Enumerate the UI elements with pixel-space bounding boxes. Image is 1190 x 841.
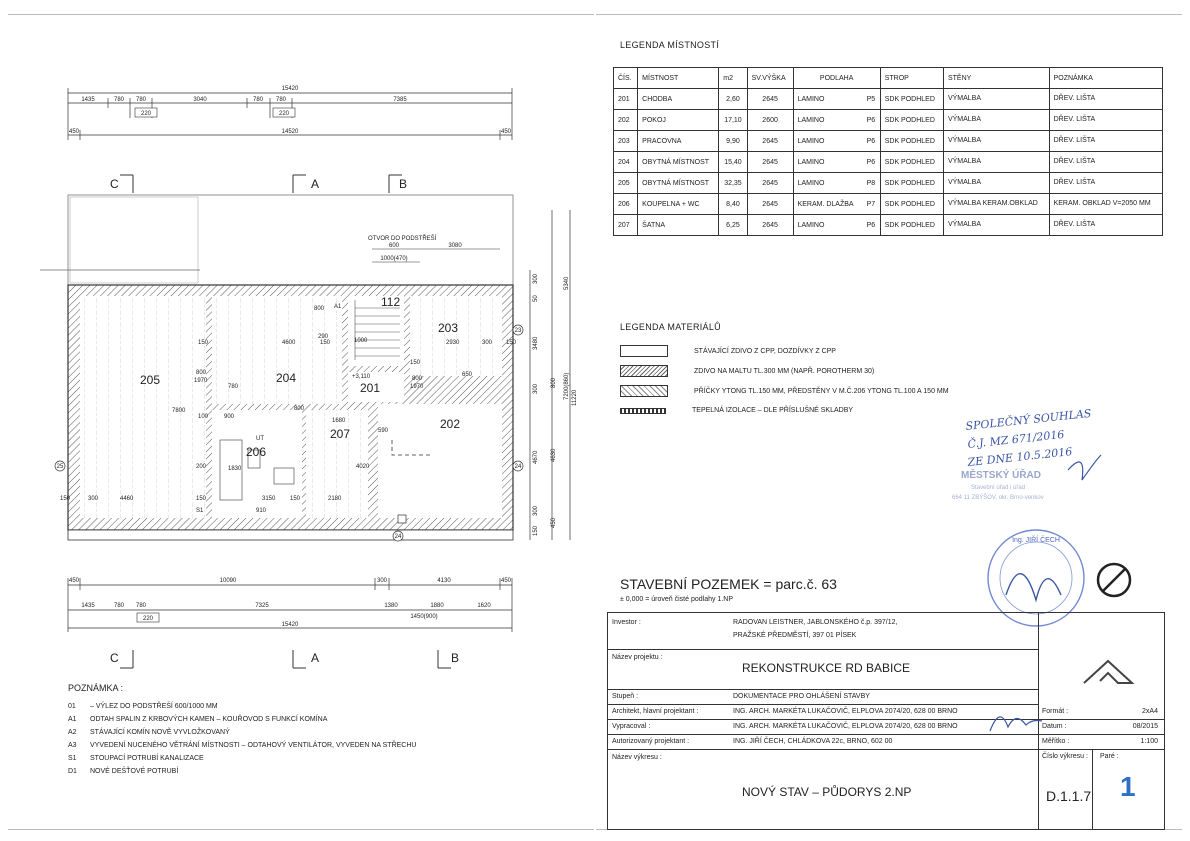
right-dim: 7200(860) [564, 372, 570, 400]
material-text: TEPELNÁ IZOLACE – DLE PŘÍSLUŠNÉ SKLADBY [692, 407, 854, 414]
axis-bottom: 24 [394, 534, 402, 540]
table-cell: P8 [862, 173, 880, 194]
right-dim: 3480 [533, 336, 539, 350]
inner-dim: 7800 [172, 408, 186, 414]
inner-dim: 780 [228, 384, 239, 390]
table-cell: 2645 [747, 131, 793, 152]
col-header: m2 [719, 68, 747, 89]
architect-label: Architekt, hlavní projektant : [612, 708, 699, 715]
inner-dim: 910 [256, 508, 267, 514]
table-row [614, 194, 1163, 215]
right-dim: 450 [551, 517, 557, 528]
inner-dim: 1830 [228, 466, 242, 472]
inner-dim: 150 [290, 496, 301, 502]
note-text: VYVEDENÍ NUCENÉHO VĚTRÁNÍ MÍSTNOSTI – ODTAHOVÝ VENTILÁTOR, VYVEDEN NA STŘECHU [90, 742, 417, 749]
attic-opening [368, 234, 500, 262]
office-stamp-line-2: 664 11 ZBÝŠOV, okr. Brno-venkov [952, 495, 1044, 501]
axis-right-mid: 24 [514, 464, 522, 470]
room-207-label: 207 [330, 427, 351, 441]
dim-seg-7: 7385 [393, 97, 407, 103]
bottom-dim: 1880 [430, 603, 444, 609]
stage-value: DOKUMENTACE PRO OHLÁŠENÍ STAVBY [733, 693, 870, 700]
inner-dim: 150 [320, 340, 331, 346]
north-arrow-icon [1098, 564, 1130, 596]
table-cell: P6 [862, 215, 880, 236]
section-mark-b-bottom: B [451, 651, 460, 665]
col-header: POZNÁMKA [1049, 68, 1162, 89]
tb-project-row [608, 649, 1038, 690]
site-title: STAVEBNÍ POZEMEK = parc.č. 63 [620, 576, 837, 592]
table-row [614, 131, 1163, 152]
right-dim: 4630 [551, 448, 557, 462]
dim-sub-2: 220 [278, 111, 290, 117]
dim-seg-5: 780 [252, 97, 264, 103]
table-cell: 8,40 [719, 194, 747, 215]
col-header: ČÍS. [614, 68, 638, 89]
dim-seg-2: 780 [113, 97, 125, 103]
office-stamp-title: MĚSTSKÝ ÚŘAD [961, 470, 1042, 481]
project-value: REKONSTRUKCE RD BABICE [742, 661, 911, 675]
drawing-value: NOVÝ STAV – PŮDORYS 2.NP [742, 785, 912, 799]
project-label: Název projektu : [612, 654, 663, 661]
inner-dim: 4600 [282, 340, 296, 346]
tb-stage-row [608, 689, 1038, 705]
handwritten-line-1: SPOLEČNÝ SOUHLAS [964, 406, 1092, 433]
table-cell: SDK PODHLED [880, 194, 943, 215]
table-cell: P6 [862, 110, 880, 131]
inner-dim: 3150 [262, 496, 276, 502]
section-mark-c-bottom: C [110, 651, 119, 665]
notes [68, 683, 416, 781]
inner-dim: 290 [318, 334, 329, 340]
material-item [620, 385, 949, 397]
note-text: NOVÉ DEŠŤOVÉ POTRUBÍ [90, 768, 179, 775]
drafter-label: Vypracoval : [612, 723, 651, 730]
section-marks-top [110, 175, 407, 193]
room-legend-title: LEGENDA MÍSTNOSTÍ [620, 40, 720, 50]
inner-dim: 650 [462, 372, 473, 378]
inner-dim: 900 [224, 414, 235, 420]
inner-dim: 4460 [120, 496, 134, 502]
right-dim: 150 [533, 525, 539, 536]
room-201-label: 201 [360, 381, 381, 395]
office-stamp-line-1: Stavební úřad i úřad [971, 485, 1026, 491]
table-row [614, 89, 1163, 110]
swatch-plain [620, 345, 668, 357]
label-ut: UT [256, 436, 264, 442]
tb-divider [1092, 749, 1093, 829]
col-header: SV.VÝŠKA [747, 68, 793, 89]
format-label: Formát : [1042, 708, 1069, 715]
tb-drafter-row [608, 719, 1164, 735]
dim-edge-right: 450 [500, 129, 512, 135]
bottom-dim: 4130 [437, 578, 451, 584]
axis-left: 25 [56, 464, 64, 470]
bottom-dim: 450 [500, 578, 512, 584]
right-dim: 300 [533, 505, 539, 516]
swatch-hatch-dense [620, 365, 668, 377]
opening-dim-1: 600 [388, 243, 400, 249]
date-label: Datum : [1042, 723, 1067, 730]
inner-dim: 200 [196, 464, 207, 470]
table-cell: DŘEV. LIŠTA [1049, 152, 1162, 173]
material-item [620, 365, 874, 377]
tb-investor-row [608, 613, 1038, 650]
table-cell: VÝMALBA [943, 173, 1049, 194]
copy-label: Paré : [1100, 753, 1119, 760]
table-cell: VÝMALBA KERAM.OBKLAD [943, 194, 1049, 215]
table-cell: 2600 [747, 110, 793, 131]
section-mark-b-top: B [399, 177, 408, 191]
inner-dim: 590 [378, 428, 389, 434]
bottom-dim: 780 [135, 603, 147, 609]
table-cell: 203 [614, 131, 638, 152]
note-text: ODTAH SPALIN Z KRBOVÝCH KAMEN – KOUŘOVOD S FUNKCÍ KOMÍNA [90, 716, 328, 723]
material-legend-title: LEGENDA MATERIÁLŮ [620, 322, 721, 332]
note-item [68, 742, 416, 749]
inner-dim: 100 [198, 414, 209, 420]
right-dim: 300 [533, 383, 539, 394]
bottom-dim: 300 [376, 578, 388, 584]
label-s1: S1 [196, 508, 204, 514]
table-cell: 2645 [747, 89, 793, 110]
table-cell: LAMINO [793, 110, 862, 131]
architect-signature [986, 701, 1046, 741]
note-item [68, 703, 416, 710]
auth-label: Autorizovaný projektant : [612, 738, 690, 745]
table-row [614, 173, 1163, 194]
bottom-dim: 10090 [219, 578, 237, 584]
table-cell: P6 [862, 131, 880, 152]
axis-right-top: 23 [514, 328, 522, 334]
note-code: S1 [68, 755, 77, 762]
inner-dim: 1680 [332, 418, 346, 424]
bottom-dim-total: 15420 [281, 622, 299, 628]
bottom-dim: 1435 [81, 603, 95, 609]
dim-seg-1: 1435 [81, 97, 95, 103]
table-cell: VÝMALBA [943, 131, 1049, 152]
bottom-dim: 450 [68, 578, 80, 584]
room-112-label: 112 [381, 295, 401, 309]
stage-label: Stupeň : [612, 693, 639, 700]
room-205-label: 205 [140, 373, 161, 387]
note-code: D1 [68, 768, 77, 775]
format-value: 2xA4 [1142, 708, 1158, 715]
drawing-no-value: D.1.1.7 [1046, 788, 1092, 804]
note-item [68, 716, 416, 723]
table-cell: 2,60 [719, 89, 747, 110]
table-cell: 206 [614, 194, 638, 215]
right-dim: 800 [551, 377, 557, 388]
inner-dim: 300 [482, 340, 493, 346]
right-dim: 300 [533, 273, 539, 284]
inner-dim: 1970 [410, 384, 424, 390]
inner-dim: 4020 [356, 464, 370, 470]
table-cell: SDK PODHLED [880, 173, 943, 194]
table-cell: SDK PODHLED [880, 131, 943, 152]
inner-dim: 150 [506, 340, 517, 346]
table-cell: LAMINO [793, 89, 862, 110]
room-legend-table [613, 67, 1163, 236]
note-text: STÁVAJÍCÍ KOMÍN NOVĚ VYVLOŽKOVANÝ [90, 729, 230, 736]
note-text: – VÝLEZ DO PODSTŘEŠÍ 600/1000 MM [90, 703, 218, 710]
inner-dim: 1000 [354, 338, 368, 344]
col-header: STROP [880, 68, 943, 89]
tb-auth-row [608, 734, 1164, 750]
auth-value: ING. JIŘÍ ČECH, CHLÁDKOVA 22c, BRNO, 602 00 [733, 738, 893, 745]
table-header-row [614, 68, 1163, 89]
note-code: A3 [68, 742, 77, 749]
table-cell: 2645 [747, 152, 793, 173]
table-cell: 204 [614, 152, 638, 173]
room-206-label: 206 [246, 445, 267, 459]
inner-dim: 150 [410, 360, 421, 366]
opening-dim-3: 1000(470) [380, 256, 408, 262]
table-cell: POKOJ [638, 110, 719, 131]
right-dim: 5340 [564, 276, 570, 290]
dim-seg-3: 780 [135, 97, 147, 103]
dim-edge-left: 450 [68, 129, 80, 135]
table-cell: SDK PODHLED [880, 215, 943, 236]
investor-value-1: RADOVAN LEISTNER, JABLONSKÉHO č.p. 397/12, [733, 619, 898, 626]
table-cell: 207 [614, 215, 638, 236]
inner-dim: 150 [60, 496, 71, 502]
inner-dim: 800 [294, 406, 305, 412]
dim-seg-6: 780 [275, 97, 287, 103]
engineer-stamp-text: Ing. JIŘÍ ČECH [1012, 537, 1060, 544]
section-mark-c-top: C [110, 177, 119, 191]
inner-dim: 800 [196, 370, 207, 376]
table-cell: DŘEV. LIŠTA [1049, 215, 1162, 236]
dim-overall: 14520 [281, 129, 299, 135]
title-block [607, 612, 1165, 830]
table-cell: KOUPELNA + WC [638, 194, 719, 215]
studio-logo-icon [1078, 653, 1138, 693]
table-cell: P5 [862, 89, 880, 110]
table-cell: 202 [614, 110, 638, 131]
table-cell: VÝMALBA [943, 152, 1049, 173]
table-cell: SDK PODHLED [880, 89, 943, 110]
table-row [614, 215, 1163, 236]
table-cell: 32,35 [719, 173, 747, 194]
section-mark-a-bottom: A [311, 651, 320, 665]
note-item [68, 768, 416, 775]
table-cell: DŘEV. LIŠTA [1049, 89, 1162, 110]
col-header: STĚNY [943, 68, 1049, 89]
bottom-sub-dim: 1450(900) [410, 614, 438, 620]
dim-seg-4: 3040 [193, 97, 207, 103]
table-cell: OBYTNÁ MÍSTNOST [638, 173, 719, 194]
bottom-sub-dim: 220 [142, 616, 154, 622]
floor-plan [0, 0, 600, 680]
note-item [68, 729, 416, 736]
handwritten-line-2: Č.J. MZ 671/2016 [966, 427, 1065, 451]
inner-dim: 300 [88, 496, 99, 502]
inner-dim: 150 [196, 496, 207, 502]
table-cell: 205 [614, 173, 638, 194]
signature-mark [1068, 455, 1101, 480]
note-item [68, 755, 416, 762]
swatch-hatch-light [620, 385, 668, 397]
table-cell: ŠATNA [638, 215, 719, 236]
right-dim: 50 [533, 295, 539, 302]
notes-title: POZNÁMKA : [68, 683, 124, 693]
bottom-dim: 780 [113, 603, 125, 609]
room-204-label: 204 [276, 371, 297, 385]
table-cell: SDK PODHLED [880, 152, 943, 173]
table-cell: 9,90 [719, 131, 747, 152]
dim-sub-1: 220 [140, 111, 152, 117]
handwritten-line-3: ZE DNE 10.5.2016 [966, 445, 1073, 469]
building-outline [40, 195, 513, 540]
table-cell: PRACOVNA [638, 131, 719, 152]
col-header: PODLAHA [793, 68, 880, 89]
room-202-label: 202 [440, 417, 461, 431]
bottom-dim: 1620 [477, 603, 491, 609]
room-203-label: 203 [438, 321, 459, 335]
inner-dim: 1970 [194, 378, 208, 384]
bottom-dimensions [68, 578, 512, 632]
right-dimensions [530, 210, 578, 540]
table-cell: OBYTNÁ MÍSTNOST [638, 152, 719, 173]
drawing-label: Název výkresu : [612, 754, 662, 761]
note-code: A1 [68, 716, 77, 723]
note-text: STOUPACÍ POTRUBÍ KANALIZACE [90, 755, 204, 762]
inner-dim: 150 [198, 340, 209, 346]
table-cell: 6,25 [719, 215, 747, 236]
table-cell: DŘEV. LIŠTA [1049, 110, 1162, 131]
note-code: 01 [68, 703, 76, 710]
section-marks-bottom [110, 650, 459, 668]
material-item [620, 345, 836, 357]
drafter-value: ING. ARCH. MARKÉTA LUKAČOVIČ, ELPLOVA 2074/20, 628 00 BRNO [733, 723, 958, 730]
col-header: MÍSTNOST [638, 68, 719, 89]
table-cell: VÝMALBA [943, 110, 1049, 131]
site-subtitle: ± 0,000 = úroveň čisté podlahy 1.NP [620, 596, 733, 603]
attic-opening-label: OTVOR DO PODSTŘEŠÍ [368, 236, 437, 242]
scale-value: 1:100 [1140, 738, 1158, 745]
table-cell: 2645 [747, 215, 793, 236]
label-a1: A1 [334, 304, 342, 310]
table-row [614, 110, 1163, 131]
material-text: ZDIVO NA MALTU TL.300 MM (NAPŘ. POROTHERM 30) [694, 367, 875, 375]
bottom-dim: 1380 [384, 603, 398, 609]
table-cell: P6 [862, 152, 880, 173]
scale-label: Měřítko : [1042, 738, 1070, 745]
tb-drawing-row [608, 749, 1038, 829]
table-cell: LAMINO [793, 215, 862, 236]
section-mark-a-top: A [311, 177, 320, 191]
table-cell: VÝMALBA [943, 89, 1049, 110]
table-cell: LAMINO [793, 152, 862, 173]
inner-dim: +3,110 [352, 374, 371, 380]
table-cell: LAMINO [793, 131, 862, 152]
table-cell: DŘEV. LIŠTA [1049, 131, 1162, 152]
table-cell: P7 [862, 194, 880, 215]
table-cell: KERAM. DLAŽBA [793, 194, 862, 215]
table-cell: 201 [614, 89, 638, 110]
table-row [614, 152, 1163, 173]
table-cell: DŘEV. LIŠTA [1049, 173, 1162, 194]
bottom-dim: 7325 [255, 603, 269, 609]
table-cell: LAMINO [793, 173, 862, 194]
inner-dim: 800 [314, 306, 325, 312]
copy-value: 1 [1120, 771, 1136, 802]
right-dim: 4670 [533, 450, 539, 464]
inner-dim: 2180 [328, 496, 342, 502]
tb-architect-row [608, 704, 1164, 720]
table-cell: SDK PODHLED [880, 110, 943, 131]
drawing-no-label: Číslo výkresu : [1042, 753, 1088, 760]
table-cell: KERAM. OBKLAD V=2050 MM [1049, 194, 1162, 215]
table-cell: 17,10 [719, 110, 747, 131]
investor-value-2: PRAŽSKÉ PŘEDMĚSTÍ, 397 01 PÍSEK [733, 632, 857, 639]
table-cell: 15,40 [719, 152, 747, 173]
inner-dim: 800 [412, 376, 423, 382]
inner-dim: 2930 [446, 340, 460, 346]
top-dimensions [68, 86, 512, 140]
material-text: PŘÍČKY YTONG TL.150 MM, PŘEDSTĚNY V M.Č.206 YTONG TL.100 A 150 MM [694, 387, 949, 395]
note-code: A2 [68, 729, 77, 736]
table-cell: 2645 [747, 194, 793, 215]
dim-total-top: 15420 [281, 86, 299, 92]
investor-label: Investor : [612, 619, 641, 626]
table-cell: CHODBA [638, 89, 719, 110]
material-text: STÁVAJÍCÍ ZDIVO Z CPP, DOZDÍVKY Z CPP [694, 347, 836, 355]
architect-value: ING. ARCH. MARKÉTA LUKAČOVIČ, ELPLOVA 2074/20, 628 00 BRNO [733, 708, 958, 715]
right-dim: 11220 [572, 389, 578, 406]
opening-dim-2: 3080 [448, 243, 462, 249]
table-cell: VÝMALBA [943, 215, 1049, 236]
table-cell: 2645 [747, 173, 793, 194]
date-value: 08/2015 [1132, 723, 1158, 730]
